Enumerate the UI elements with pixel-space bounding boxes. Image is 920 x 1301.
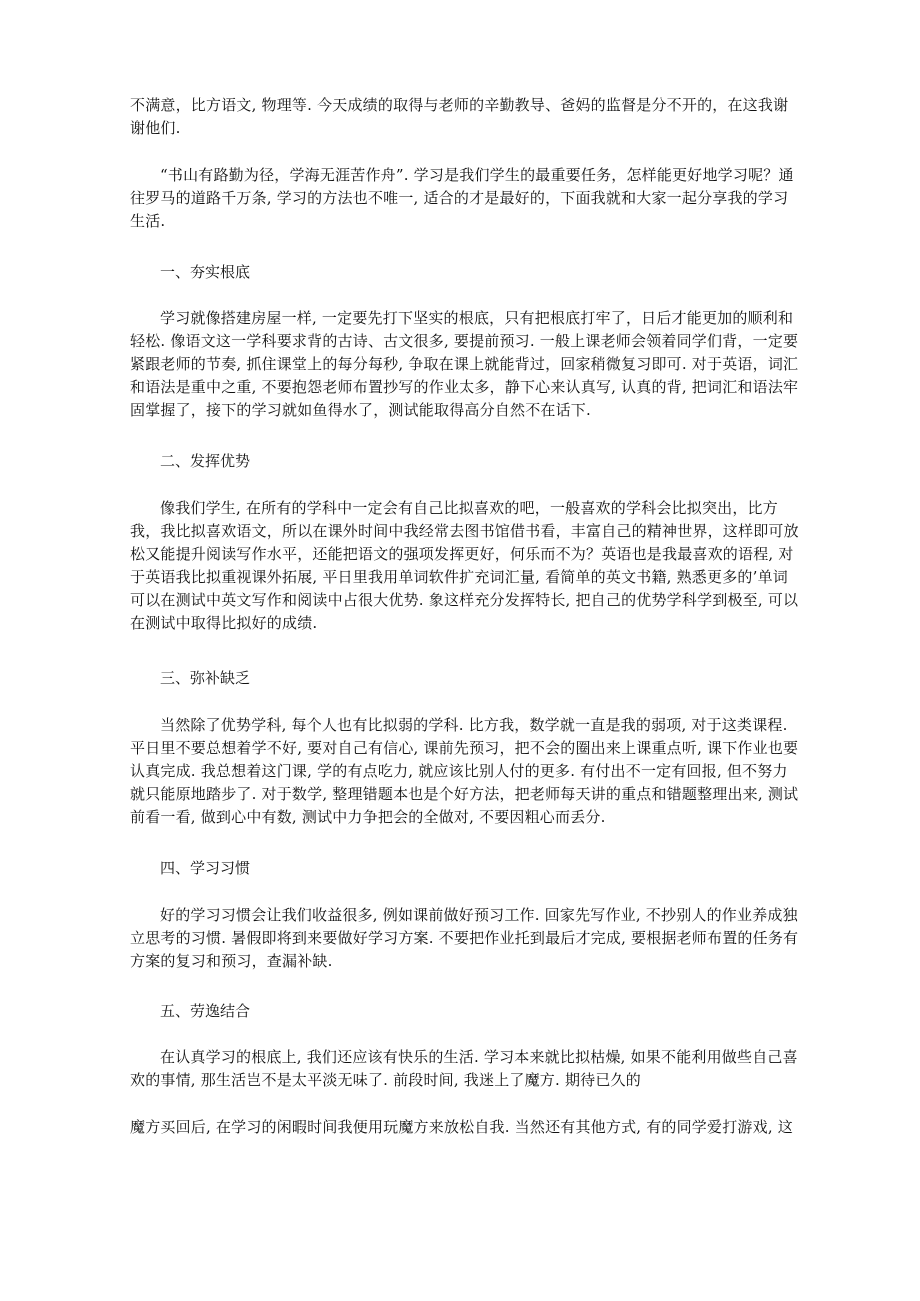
section-heading-2: 二、发挥优势	[160, 452, 251, 470]
paragraph-intro-end: 不满意，比方语文, 物理等. 今天成绩的取得与老师的辛勤教导、爸妈的监督是分不开的，在这我谢谢他们.	[130, 96, 789, 137]
section-heading-4: 四、学习习惯	[160, 859, 251, 877]
paragraph-section-5: 在认真学习的根底上, 我们还应该有快乐的生活. 学习本来就比拟枯燥, 如果不能利用做些自己喜欢的事情, 那生活岂不是太平淡无味了. 前段时间, 我迷上了魔方. 期待已久的	[130, 1048, 798, 1089]
paragraph-section-1: 学习就像搭建房屋一样, 一定要先打下坚实的根底，只有把根底打牢了，日后才能更加的顺利和轻松. 像语文这一学科要求背的古诗、古文很多, 要提前预习. 一般上课老师会领着同学们背，一定要紧跟老师的节奏, 抓住课堂上的每分每秒, 争取在课上就能背过，回家稍微复习即可. 对于英语，词汇和语法是重中之重, 不要抱怨老师布置抄写的作业太多，静下心来认真写, 认真的背, 把词汇和语法牢固掌握了，接下的学习就如鱼得水了，测试能取得高分自然不在话下.	[130, 309, 799, 419]
paragraph-opening: “书山有路勤为径，学海无涯苦作舟”. 学习是我们学生的最重要任务，怎样能更好地学习呢？通往罗马的道路千万条, 学习的方法也不唯一, 适合的才是最好的，下面我就和大家一起分享我的学习生活.	[130, 166, 794, 230]
section-heading-5: 五、劳逸结合	[160, 1002, 251, 1020]
paragraph-section-3: 当然除了优势学科, 每个人也有比拟弱的学科. 比方我，数学就一直是我的弱项, 对于这类课程. 平日里不要总想着学不好, 要对自己有信心, 课前先预习，把不会的圈出来上课重点听, 课下作业也要认真完成. 我总想着这门课, 学的有点吃力, 就应该比别人付的更多. 有付出不一定有回报, 但不努力就只能原地踏步了. 对于数学, 整理错题本也是个好方法，把老师每天讲的重点和错题整理出来, 测试前看一看, 做到心中有数, 测试中力争把会的全做对, 不要因粗心而丢分.	[130, 716, 799, 826]
section-heading-3: 三、弥补缺乏	[160, 669, 251, 687]
paragraph-section-2: 像我们学生, 在所有的学科中一定会有自己比拟喜欢的吧，一般喜欢的学科会比拟突出，比方我，我比拟喜欢语文，所以在课外时间中我经常去图书馆借书看，丰富自己的精神世界，这样即可放松又能提升阅读写作水平，还能把语文的强项发挥更好，何乐而不为？英语也是我最喜欢的语程, 对于英语我比拟重视课外拓展, 平日里我用单词软件扩充词汇量, 看简单的英文书籍, 熟悉更多的’单词可以在测试中英文写作和阅读中占很大优势. 象这样充分发挥特长, 把自己的优势学科学到极至, 可以在测试中取得比拟好的成绩.	[130, 499, 799, 632]
paragraph-continuation: 魔方买回后, 在学习的闲暇时间我便用玩魔方来放松自我. 当然还有其他方式, 有的同学爱打游戏, 这	[130, 1118, 793, 1136]
section-heading-1: 一、夯实根底	[160, 263, 251, 281]
paragraph-section-4: 好的学习习惯会让我们收益很多, 例如课前做好预习工作. 回家先写作业, 不抄别人的作业养成独立思考的习惯. 暑假即将到来要做好学习方案. 不要把作业托到最后才完成, 要根据老师布置的任务有方案的复习和预习，查漏补缺.	[130, 906, 799, 970]
